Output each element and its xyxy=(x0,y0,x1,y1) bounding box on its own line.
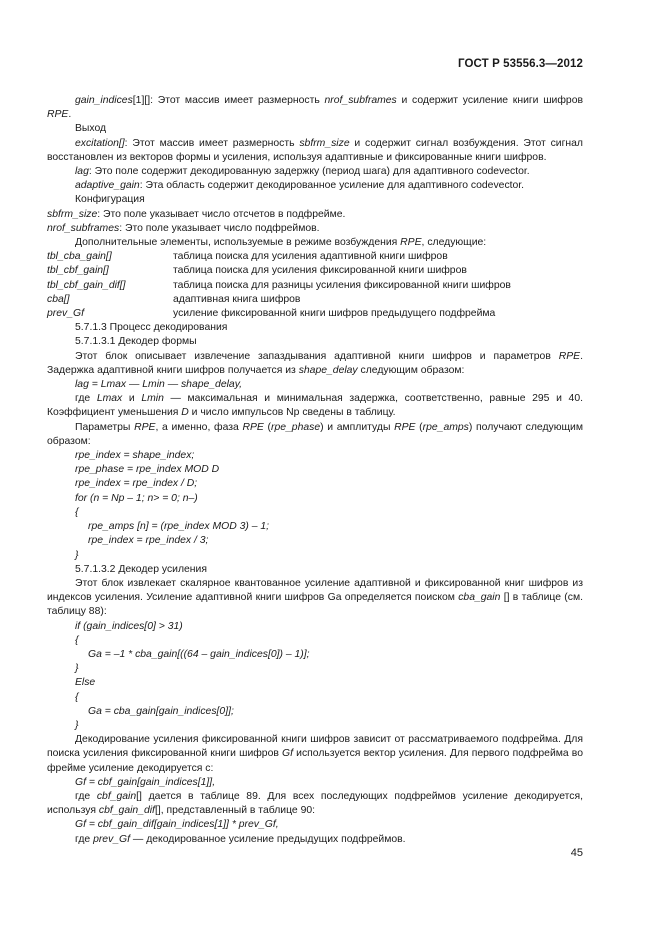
paragraph-sbfrm-size: sbfrm_size: Это поле указывает число отсчетов в подфрейме. xyxy=(47,208,346,220)
paragraph-fixed-gain: Декодирование усиления фиксированной книги шифров зависит от рассматриваемого подфрейма. Для поиска усиления фиксированной книги шифров Gf используется вектор усиления. Для первого подфрейма во фрейме усиление декодируется с: xyxy=(47,734,583,774)
code-line: { xyxy=(75,506,79,518)
paragraph-cbf-gain: где cbf_gain[] дается в таблице 89. Для всех последующих подфреймов усиление декодируется, используя cbf_gain_dif[], представленный в таблице 90: xyxy=(47,790,583,817)
page-body xyxy=(47,94,583,847)
code-block-rpe xyxy=(47,449,583,563)
code-line: } xyxy=(75,719,79,731)
code-block-gain xyxy=(47,620,583,734)
paragraph-rpe-params: Параметры RPE, а именно, фаза RPE (rpe_phase) и амплитуды RPE (rpe_amps) получают следующим образом: xyxy=(47,421,584,447)
definition-term: tbl_cbf_gain_dif[] xyxy=(47,279,126,291)
paragraph-gain-indices: gain_indices[1][]: Этот массив имеет размерность nrof_subframes и содержит усиление книги шифров RPE. xyxy=(47,95,583,121)
paragraph-excitation: excitation[]: Этот массив имеет размерность sbfrm_size и содержит сигнал возбуждения. Этот сигнал восстановлен из векторов формы и усиления, используя адаптивные и фиксированные книги шифров. xyxy=(47,137,583,163)
code-line: rpe_phase = rpe_index MOD D xyxy=(75,464,220,476)
code-line: rpe_amps [n] = (rpe_index MOD 3) – 1; xyxy=(88,521,270,533)
definition-row xyxy=(47,264,583,278)
definition-term: tbl_cba_gain[] xyxy=(47,251,112,263)
paragraph-nrof-subframes: nrof_subframes: Это поле указывает число подфреймов. xyxy=(47,222,320,234)
paragraph-adaptive-gain: adaptive_gain: Эта область содержит декодированное усиление для адаптивного codevector. xyxy=(75,180,525,192)
equation-lag: lag = Lmax — Lmin — shape_delay, xyxy=(75,379,243,391)
definition-desc: адаптивная книга шифров xyxy=(173,293,301,305)
code-line: Ga = –1 * cba_gain[((64 – gain_indices[0]) – 1)]; xyxy=(88,648,310,660)
definition-desc: таблица поиска для усиления фиксированной книги шифров xyxy=(173,265,467,277)
code-line: Else xyxy=(75,677,96,689)
code-line: rpe_index = rpe_index / D; xyxy=(75,478,198,490)
output-heading: Выход xyxy=(75,123,107,135)
page-number: 45 xyxy=(570,847,583,859)
paragraph-lmax-lmin: где Lmax и Lmin — максимальная и минимальная задержка, соответственно, равные 295 и 40. Коэффициент уменьшения D и число импульсов Np сведены в таблицу. xyxy=(47,393,583,419)
definitions-table xyxy=(47,250,583,321)
code-line: { xyxy=(75,634,79,646)
equation-gf-first: Gf = cbf_gain[gain_indices[1]], xyxy=(75,776,216,788)
definition-row xyxy=(47,250,583,264)
definition-row xyxy=(47,279,583,293)
paragraph-additional-elements: Дополнительные элементы, используемые в режиме возбуждения RPE, следующие: xyxy=(75,237,487,249)
code-line: { xyxy=(75,691,79,703)
code-line: rpe_index = rpe_index / 3; xyxy=(88,535,209,547)
document-header: ГОСТ Р 53556.3—2012 xyxy=(458,58,583,70)
definition-term: cba[] xyxy=(47,293,70,305)
definition-row xyxy=(47,307,583,321)
code-line: } xyxy=(75,549,79,561)
section-heading-gain-decoder: 5.7.1.3.2 Декодер усиления xyxy=(75,563,207,575)
definition-row xyxy=(47,293,583,307)
config-heading: Конфигурация xyxy=(75,194,145,206)
definition-desc: усиление фиксированной книги шифров предыдущего подфрейма xyxy=(173,308,496,320)
section-heading-decoding-process: 5.7.1.3 Процесс декодирования xyxy=(75,322,228,334)
section-heading-shape-decoder: 5.7.1.3.1 Декодер формы xyxy=(75,336,197,348)
code-line: if (gain_indices[0] > 31) xyxy=(75,620,183,632)
equation-gf-subsequent: Gf = cbf_gain_dif[gain_indices[1]] * prev_Gf, xyxy=(75,819,279,831)
paragraph-lag: lag: Это поле содержит декодированную задержку (период шага) для адаптивного codevector. xyxy=(75,166,530,178)
definition-term: prev_Gf xyxy=(47,308,84,320)
code-line: Ga = cba_gain[gain_indices[0]]; xyxy=(88,705,234,717)
paragraph-shape-decoder: Этот блок описывает извлечение запаздывания адаптивной книги шифров и параметров RPE. Задержка адаптивной книги шифров получается из shape_delay следующим образом: xyxy=(47,350,583,376)
paragraph-prev-gf: где prev_Gf — декодированное усиление предыдущих подфреймов. xyxy=(75,833,406,845)
definition-desc: таблица поиска для усиления адаптивной книги шифров xyxy=(173,251,448,263)
code-line: } xyxy=(75,663,79,675)
definition-term: tbl_cbf_gain[] xyxy=(47,265,109,277)
paragraph-gain-decoder: Этот блок извлекает скалярное квантованное усиление адаптивной и фиксированной книг шифров из индексов усиления. Усиление адаптивной книги шифров Ga определяется поиском cba_gain [] в таблице (см. таблицу 88): xyxy=(47,577,583,618)
definition-desc: таблица поиска для разницы усиления фиксированной книги шифров xyxy=(173,279,511,291)
code-line: for (n = Np – 1; n> = 0; n–) xyxy=(75,492,198,504)
code-line: rpe_index = shape_index; xyxy=(75,450,195,462)
